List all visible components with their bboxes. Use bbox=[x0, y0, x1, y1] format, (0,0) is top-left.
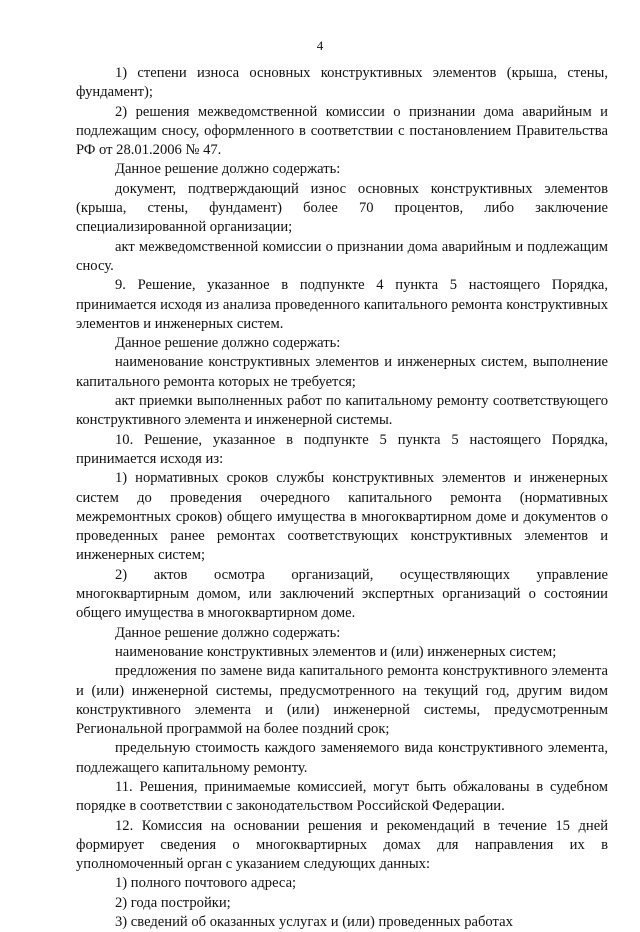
paragraph: документ, подтверждающий износ основных конструктивных элементов (крыша, стены, фундамент) более 70 процентов, либо заключение специализированной организации; bbox=[76, 180, 608, 236]
paragraph: Данное решение должно содержать: bbox=[115, 161, 341, 178]
paragraph: 9. Решение, указанное в подпункте 4 пункта 5 настоящего Порядка, принимается исходя из анализа проведенного капитального ремонта конструктивных элементов и инженерных систем. bbox=[76, 277, 608, 332]
document-body bbox=[76, 64, 608, 932]
paragraph: акт межведомственной комиссии о признании дома аварийным и подлежащим сносу. bbox=[76, 238, 608, 274]
paragraph: 11. Решения, принимаемые комиссией, могут быть обжалованы в судебном порядке в соответствии с законодательством Российской Федерации. bbox=[76, 778, 608, 815]
paragraph: 12. Комиссия на основании решения и рекомендаций в течение 15 дней формирует сведения о многоквартирных домах для направления их в уполномоченный орган с указанием следующих данных: bbox=[76, 817, 608, 873]
paragraph: 2) года постройки; bbox=[115, 894, 231, 911]
paragraph: наименование конструктивных элементов и (или) инженерных систем; bbox=[115, 643, 557, 660]
paragraph: предельную стоимость каждого заменяемого вида конструктивного элемента, подлежащего капитальному ремонту. bbox=[76, 740, 608, 776]
page-number: 4 bbox=[316, 38, 324, 53]
paragraph: предложения по замене вида капитального ремонта конструктивного элемента и (или) инженерной системы, предусмотренного на текущий год, другим видом конструктивного элемента и (или) инженерной системы, предусмотренным Региональной программой на более поздний срок; bbox=[76, 663, 608, 738]
paragraph: 3) сведений об оказанных услугах и (или) проведенных работах bbox=[115, 914, 513, 931]
paragraph: наименование конструктивных элементов и инженерных систем, выполнение капитального ремонта которых не требуется; bbox=[76, 354, 608, 390]
paragraph: 2) решения межведомственной комиссии о признании дома аварийным и подлежащим сносу, оформленного в соответствии с постановлением Правительства РФ от 28.01.2006 № 47. bbox=[76, 103, 608, 159]
paragraph: 2) актов осмотра организаций, осуществляющих управление многоквартирным домом, или заключений экспертных организаций о состоянии общего имущества в многоквартирном доме. bbox=[76, 566, 608, 622]
paragraph: 1) полного почтового адреса; bbox=[115, 875, 297, 892]
paragraph: акт приемки выполненных работ по капитальному ремонту соответствующего конструктивного элемента и инженерной системы. bbox=[76, 393, 608, 429]
paragraph: 10. Решение, указанное в подпункте 5 пункта 5 настоящего Порядка, принимается исходя из: bbox=[76, 431, 608, 467]
paragraph: Данное решение должно содержать: bbox=[115, 335, 341, 352]
paragraph: 1) степени износа основных конструктивных элементов (крыша, стены, фундамент); bbox=[76, 65, 608, 101]
paragraph: Данное решение должно содержать: bbox=[115, 624, 341, 641]
paragraph: 1) нормативных сроков службы конструктивных элементов и инженерных систем до проведения очередного капитального ремонта (нормативных межремонтных сроков) общего имущества в многоквартирном доме и документов о проведенных ранее ремонтах соответствующих конструктивных элементов и инженерных систем; bbox=[76, 470, 608, 564]
